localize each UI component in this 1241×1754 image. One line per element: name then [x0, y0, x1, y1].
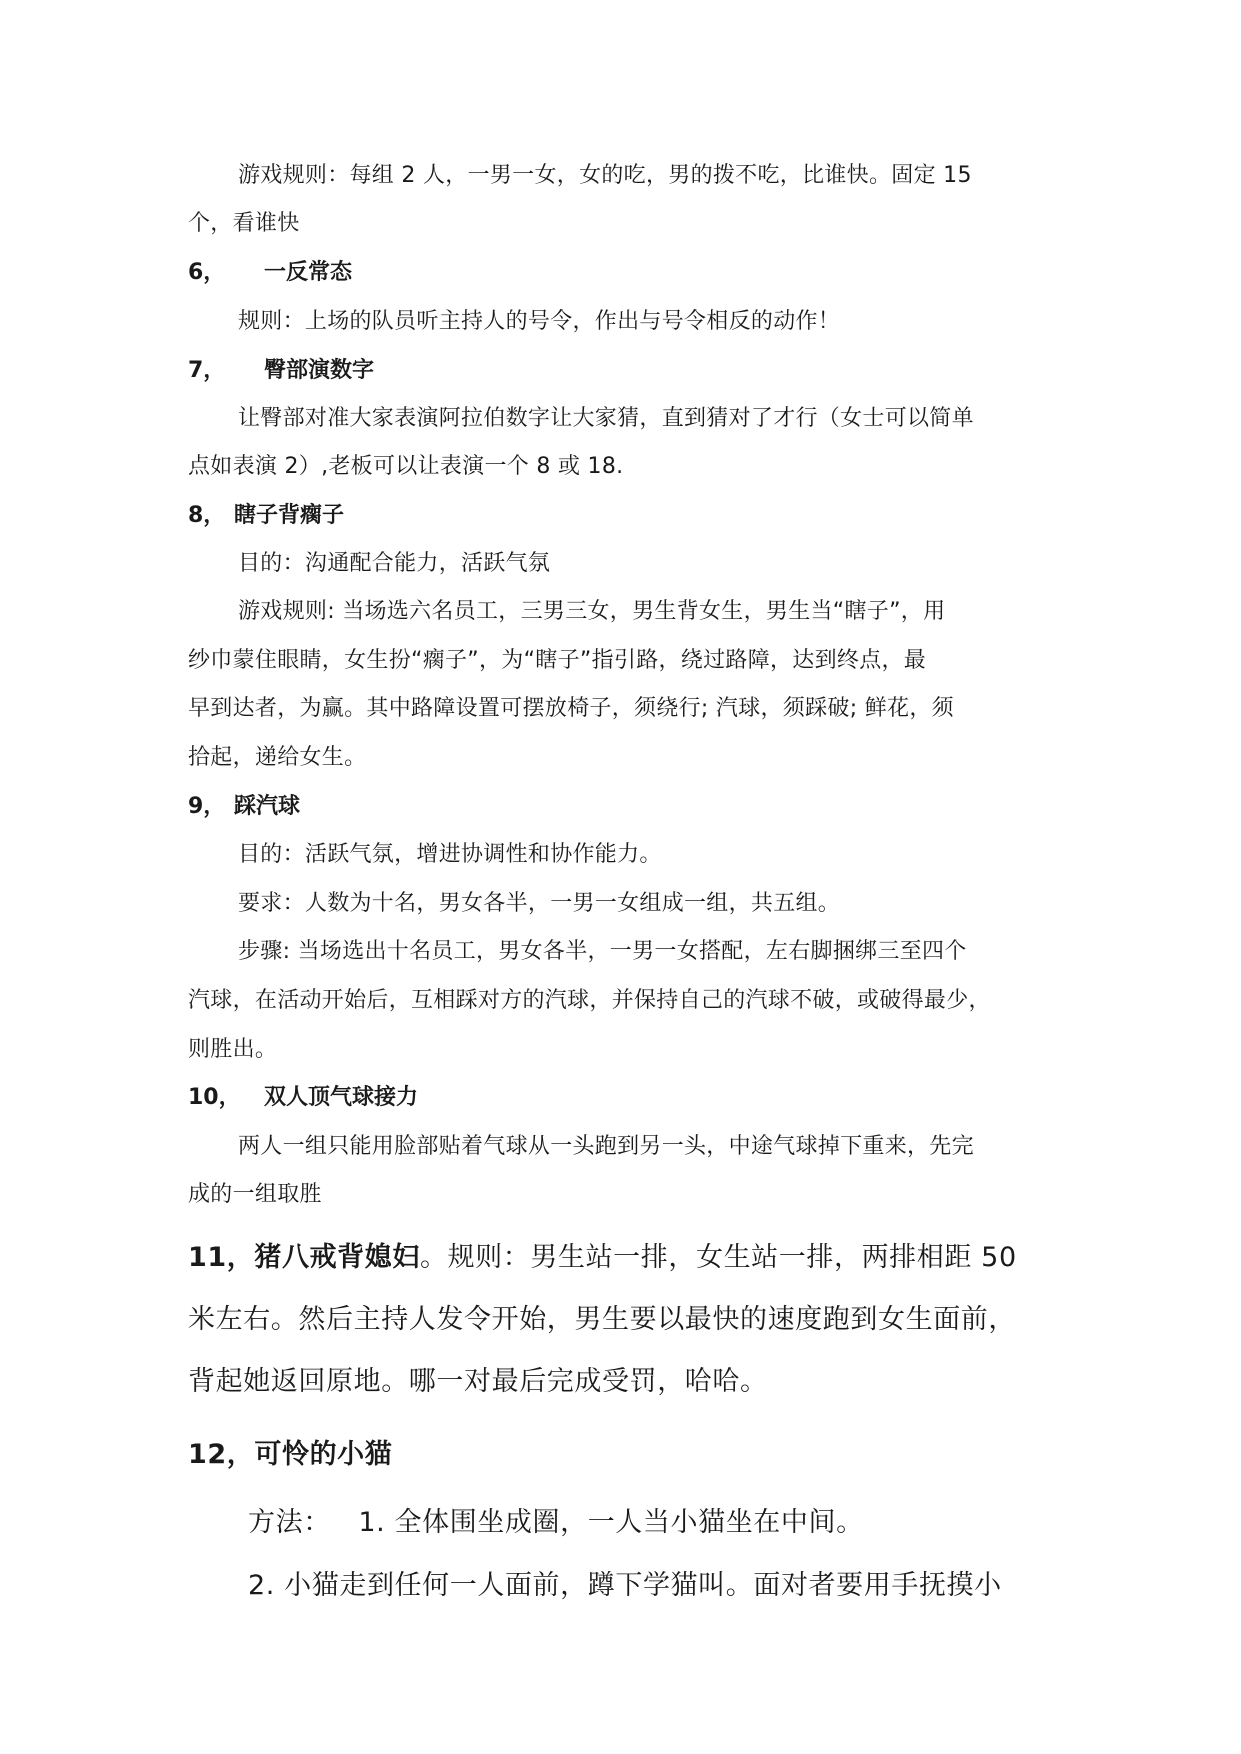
section-title: 瞎子背瘸子 — [234, 503, 345, 528]
section-title: 11，猪八戒背媳妇 — [188, 1242, 420, 1273]
section-heading — [188, 258, 352, 288]
section-number: 8， — [188, 503, 226, 528]
paragraph-text: 。规则：男生站一排，女生站一排，两排相距 50 — [419, 1242, 1017, 1273]
section-heading — [188, 792, 300, 822]
paragraph-line: 背起她返回原地。哪一对最后完成受罚，哈哈。 — [188, 1366, 768, 1397]
section-heading — [188, 1083, 418, 1113]
paragraph-line: 拾起，递给女生。 — [188, 745, 367, 770]
paragraph-line: 米左右。然后主持人发令开始，男生要以最快的速度跑到女生面前， — [188, 1304, 1016, 1335]
section-heading — [188, 1437, 392, 1473]
paragraph-line: 两人一组只能用脸部贴着气球从一头跑到另一头，中途气球掉下重来，先完 — [238, 1134, 974, 1159]
section-heading — [188, 1240, 1017, 1276]
paragraph-line: 游戏规则: 当场选六名员工，三男三女，男生背女生，男生当“瞎子”，用 — [238, 599, 946, 624]
paragraph-line: 则胜出。 — [188, 1037, 278, 1062]
paragraph-line: 成的一组取胜 — [188, 1182, 322, 1207]
paragraph-line: 个，看谁快 — [188, 211, 300, 236]
paragraph-line: 汽球，在活动开始后，互相踩对方的汽球，并保持自己的汽球不破，或破得最少， — [188, 988, 991, 1013]
section-heading — [188, 501, 344, 531]
paragraph-line: 2. 小猫走到任何一人面前，蹲下学猫叫。面对者要用手抚摸小 — [248, 1570, 1002, 1601]
section-number: 6， — [188, 260, 226, 285]
paragraph-line: 方法： 1. 全体围坐成圈，一人当小猫坐在中间。 — [248, 1507, 864, 1538]
paragraph-line: 让臀部对准大家表演阿拉伯数字让大家猜，直到猜对了才行（女士可以简单 — [238, 406, 974, 431]
paragraph-line: 早到达者，为赢。其中路障设置可摆放椅子，须绕行; 汽球，须踩破; 鲜花，须 — [188, 696, 954, 721]
section-title: 臀部演数字 — [264, 358, 375, 383]
paragraph-line: 纱巾蒙住眼睛，女生扮“瘸子”，为“瞎子”指引路，绕过路障，达到终点，最 — [188, 648, 927, 673]
paragraph-line: 游戏规则：每组 2 人，一男一女，女的吃，男的拨不吃，比谁快。固定 15 — [238, 163, 972, 188]
section-title: 12，可怜的小猫 — [188, 1439, 393, 1470]
paragraph-line: 目的：活跃气氛，增进协调性和协作能力。 — [238, 842, 662, 867]
paragraph-line: 规则：上场的队员听主持人的号令，作出与号令相反的动作！ — [238, 309, 841, 334]
paragraph-line: 要求：人数为十名，男女各半，一男一女组成一组，共五组。 — [238, 891, 841, 916]
paragraph-line: 步骤: 当场选出十名员工，男女各半，一男一女搭配，左右脚捆绑三至四个 — [238, 939, 967, 964]
section-title: 双人顶气球接力 — [264, 1085, 419, 1110]
section-heading — [188, 356, 374, 386]
paragraph-line: 点如表演 2）,老板可以让表演一个 8 或 18. — [188, 454, 624, 479]
section-number: 7， — [188, 358, 226, 383]
section-title: 一反常态 — [264, 260, 353, 285]
paragraph-line: 目的：沟通配合能力，活跃气氛 — [238, 551, 551, 576]
section-number: 9， — [188, 794, 226, 819]
section-title: 踩汽球 — [234, 794, 301, 819]
section-number: 10， — [188, 1085, 241, 1110]
